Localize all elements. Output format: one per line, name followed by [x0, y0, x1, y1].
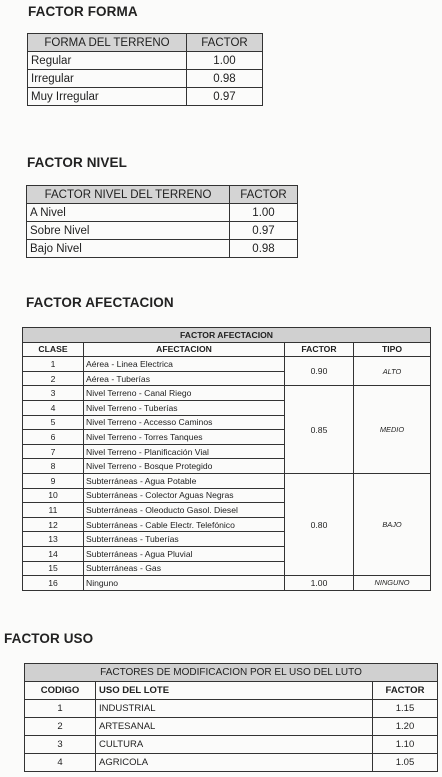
row-clase: 10	[23, 488, 84, 503]
row-clase: 16	[23, 576, 84, 591]
row-afectacion: Nivel Terreno - Planificación Vial	[84, 444, 285, 459]
row-clase: 14	[23, 546, 84, 561]
group-tipo: MEDIO	[354, 386, 431, 474]
group-tipo: ALTO	[354, 357, 431, 386]
row-clase: 9	[23, 473, 84, 488]
column-header-factor: FACTOR	[187, 34, 263, 52]
table-row	[23, 357, 431, 372]
table-factor-forma	[27, 33, 263, 106]
row-uso: AGRICOLA	[96, 754, 373, 772]
row-clase: 3	[23, 386, 84, 401]
table-title: FACTOR AFECTACION	[23, 328, 431, 343]
row-afectacion: Subterráneas - Agua Potable	[84, 473, 285, 488]
column-header-factor: FACTOR	[230, 186, 298, 204]
row-factor: 1.05	[373, 754, 438, 772]
column-header-uso: USO DEL LOTE	[96, 682, 373, 700]
table-row	[27, 240, 298, 258]
group-factor: 0.90	[285, 357, 354, 386]
row-afectacion: Ninguno	[84, 576, 285, 591]
row-factor: 0.97	[187, 88, 263, 106]
table-row	[28, 88, 263, 106]
row-afectacion: Aérea - Linea Electrica	[84, 357, 285, 372]
row-label: Bajo Nivel	[27, 240, 230, 258]
row-afectacion: Nivel Terreno - Tuberías	[84, 400, 285, 415]
heading-factor-uso: FACTOR USO	[4, 631, 94, 646]
row-factor: 0.98	[230, 240, 298, 258]
row-clase: 13	[23, 532, 84, 547]
row-label: Sobre Nivel	[27, 222, 230, 240]
row-clase: 12	[23, 517, 84, 532]
column-header-forma: FORMA DEL TERRENO	[28, 34, 187, 52]
row-clase: 11	[23, 503, 84, 518]
row-afectacion: Nivel Terreno - Torres Tanques	[84, 430, 285, 445]
row-clase: 2	[23, 371, 84, 386]
row-factor: 1.20	[373, 718, 438, 736]
table-row	[25, 736, 438, 754]
table-row	[28, 70, 263, 88]
group-factor: 0.85	[285, 386, 354, 474]
group-tipo: BAJO	[354, 473, 431, 575]
table-row	[23, 386, 431, 401]
table-row	[25, 718, 438, 736]
table-row	[25, 700, 438, 718]
row-clase: 15	[23, 561, 84, 576]
row-codigo: 4	[25, 754, 96, 772]
row-label: Irregular	[28, 70, 187, 88]
row-codigo: 3	[25, 736, 96, 754]
table-row	[27, 222, 298, 240]
row-afectacion: Aérea - Tuberías	[84, 371, 285, 386]
row-codigo: 2	[25, 718, 96, 736]
heading-factor-afectacion: FACTOR AFECTACION	[26, 295, 174, 310]
row-afectacion: Nivel Terreno - Bosque Protegido	[84, 459, 285, 474]
group-tipo: NINGUNO	[354, 576, 431, 591]
row-afectacion: Subterráneas - Tuberías	[84, 532, 285, 547]
row-factor: 0.97	[230, 222, 298, 240]
table-factor-nivel	[26, 185, 298, 258]
row-afectacion: Subterráneas - Cable Electr. Telefónico	[84, 517, 285, 532]
column-header-factor: FACTOR	[373, 682, 438, 700]
row-label: Muy Irregular	[28, 88, 187, 106]
row-clase: 8	[23, 459, 84, 474]
column-header-clase: CLASE	[23, 342, 84, 357]
row-afectacion: Subterráneas - Gas	[84, 561, 285, 576]
heading-factor-forma: FACTOR FORMA	[28, 4, 138, 19]
group-factor: 1.00	[285, 576, 354, 591]
column-header-codigo: CODIGO	[25, 682, 96, 700]
row-afectacion: Nivel Terreno - Accesso Caminos	[84, 415, 285, 430]
row-clase: 5	[23, 415, 84, 430]
table-factor-uso	[24, 663, 438, 772]
row-factor: 1.15	[373, 700, 438, 718]
column-header-afectacion: AFECTACION	[84, 342, 285, 357]
table-row	[25, 754, 438, 772]
row-afectacion: Subterráneas - Agua Pluvial	[84, 546, 285, 561]
table-title: FACTORES DE MODIFICACION POR EL USO DEL LUTO	[25, 664, 438, 682]
column-header-factor: FACTOR	[285, 342, 354, 357]
row-uso: CULTURA	[96, 736, 373, 754]
row-clase: 1	[23, 357, 84, 372]
heading-factor-nivel: FACTOR NIVEL	[27, 155, 127, 170]
table-row	[28, 52, 263, 70]
table-row	[27, 204, 298, 222]
row-clase: 6	[23, 430, 84, 445]
row-afectacion: Subterráneas - Oleoducto Gasol. Diesel	[84, 503, 285, 518]
table-row	[23, 473, 431, 488]
row-afectacion: Subterráneas - Colector Aguas Negras	[84, 488, 285, 503]
row-clase: 4	[23, 400, 84, 415]
row-clase: 7	[23, 444, 84, 459]
row-factor: 1.00	[230, 204, 298, 222]
row-uso: INDUSTRIAL	[96, 700, 373, 718]
group-factor: 0.80	[285, 473, 354, 575]
column-header-tipo: TIPO	[354, 342, 431, 357]
column-header-nivel: FACTOR NIVEL DEL TERRENO	[27, 186, 230, 204]
row-afectacion: Nivel Terreno - Canal Riego	[84, 386, 285, 401]
table-row	[23, 576, 431, 591]
row-codigo: 1	[25, 700, 96, 718]
table-factor-afectacion	[22, 327, 431, 591]
row-label: A Nivel	[27, 204, 230, 222]
row-label: Regular	[28, 52, 187, 70]
row-uso: ARTESANAL	[96, 718, 373, 736]
row-factor: 0.98	[187, 70, 263, 88]
row-factor: 1.10	[373, 736, 438, 754]
row-factor: 1.00	[187, 52, 263, 70]
